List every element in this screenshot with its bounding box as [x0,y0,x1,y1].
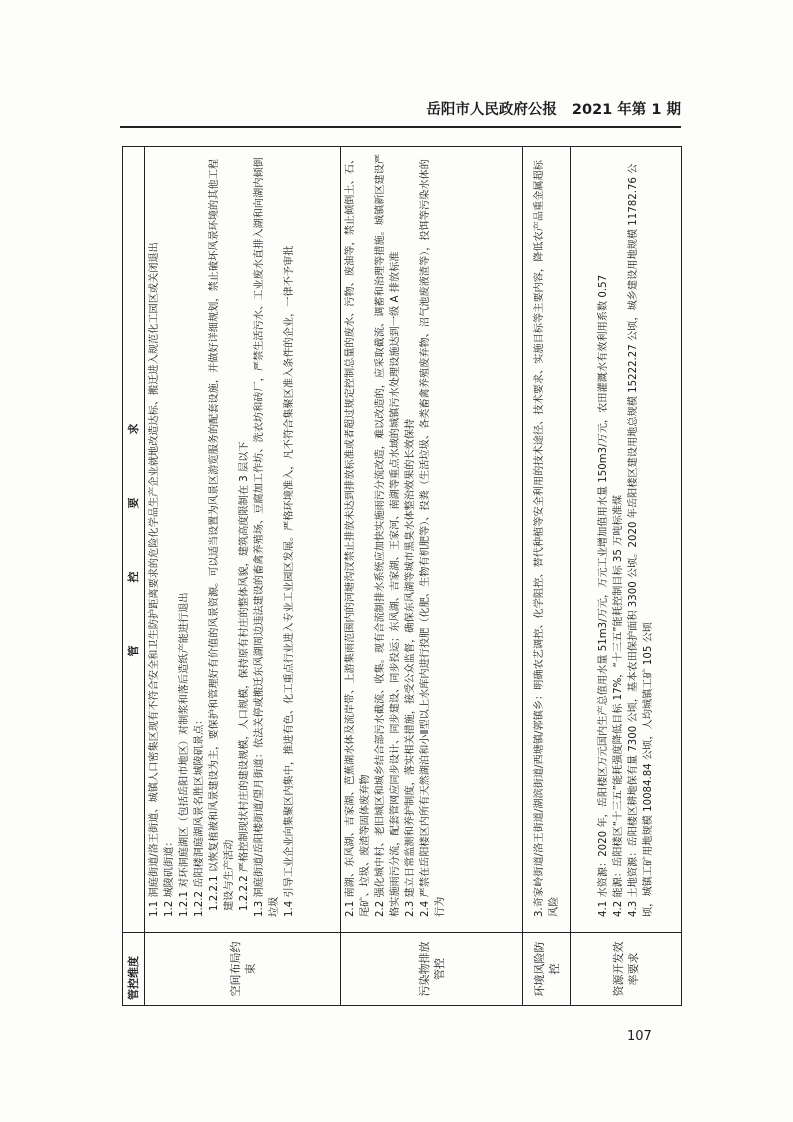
row-requirements [523,147,571,933]
req-line: 1.2.2 岳阳楼洞庭湖风景名胜区城陵矶景点： [194,714,205,917]
row-requirements [145,147,341,933]
req-line: 4.2 能源：岳阳楼区“十三五”能耗强度降低目标 17%，“十三五”能耗控制目标 35 万吨标准煤 [613,494,624,917]
req-line: 1.3 洞庭街道/岳阳楼街道/望月街道：依法关停或搬迁东风湖周边违法建设的畜禽养殖场、豆腐加工作坊、洗衣坊和砖厂，严禁生活污水、工业废水直排入湖和向湖内倾倒垃圾 [254,157,280,917]
row-requirements [341,147,523,933]
req-line: 1.2.2.1 以恢复植被和风景建设为主，要保护和管理好有价值的风景资源。可以适当设置为风景区游览服务的配套设施，并做好详细规划，禁止破坏风景环境的其他工程建设与生产活动 [209,159,235,911]
row-dimension: 资源开发效率要求 [571,933,682,1006]
row-dimension: 空间布局约束 [145,933,341,1006]
rotated-table-container [122,146,682,1006]
req-line: 2.1 南湖、东风湖、吉家湖、芭蕉湖水体及流岸带、上游集雨范围内的河塘沟汊禁止排放未达到排放标准或者超过规定控制总量的废水、污物、废油等，禁止倾倒土、石、尾矿、垃圾、废渣等固体废弃物 [345,153,371,917]
row-dimension: 环境风险防控 [523,933,571,1006]
req-line: 1.1 洞庭街道/洛王街道、城镇人口密集区现有不符合安全和卫生防护距离要求的危险化学品生产企业就地改造达标、搬迁进入规范化工园区或关闭退出 [149,242,160,917]
req-line: 1.2 城陵矶街道： [164,836,175,917]
page-header [120,98,681,128]
req-line: 4.3 土地资源：岳阳楼区耕地保有量 7300 公顷，基本农田保护面积 3300 公顷。2020 年岳阳楼区建设用地总规模 15222.27 公顷，城乡建设用地规模 11782.76 公顷，城镇工矿用地规模 10084.84 公顷，人均城镇工矿 105 公顷 [628,163,654,917]
page-number: 107 [627,1029,652,1044]
req-line: 3.奇家岭街道/洛王街道/湖滨街道/西塘镇/郭镇乡：明确农艺调控、化学阻控、替代种植等安全利用的技术途径、技术要求、实施目标等主要内容，降低农产品重金属超标风险 [533,160,560,917]
issue-label: 2021 年第 1 期 [571,102,681,118]
req-line: 1.2.2.2 严格控制现状村庄的建设规模，人口规模，保持原有村庄的整体风貌，建筑高度限制在 3 层以下 [239,441,250,911]
req-line: 2.4 严禁在岳阳楼区内所有天然湖泊和小Ⅱ型以上水库内进行投肥（化肥、生物有机肥等）、投粪（生活垃圾、各类畜禽养殖废弃物、沼气池废液渣等），投饵等污染水体的行为 [420,159,446,917]
req-line: 2.2 强化城中村、老旧城区和城乡结合部污水截流、收集。现有合流制排水系统应加快实施雨污分流改造，难以改造的，应采取截流、调蓄和治理等措施。城镇新区建设严格实施雨污分流，配套管网应同步设计、同步建设、同步投运；东风湖、吉家湖、王家河、南湖等重点水域的城镇污水处理设施达到一级 A 排放标准 [375,153,401,917]
control-requirements-table [122,146,682,1006]
rotated-table [122,146,682,1006]
table-header-row [123,147,145,1006]
table-row [523,147,571,1006]
req-line: 1.2.1 对环洞庭湖区（包括岳阳市地区）对制浆和落后造纸产能进行退出 [179,592,190,917]
table-row [145,147,341,1006]
table-row [341,147,523,1006]
req-line: 1.4 引导工业企业向集聚区内集中，推进有色、化工重点行业进入专业工业园区发展。严格环境准入，凡不符合集聚区准入条件的企业，一律不予审批 [284,245,295,917]
table-row [571,147,682,1006]
publication-title: 岳阳市人民政府公报 [426,102,557,118]
req-line: 2.3 建立日常监测和养护制度，落实相关措施，接受公众监督，确保东风湖等城市黑臭水体整治效果的长效保持 [405,418,416,917]
req-line: 4.1 水资源：2020 年，岳阳楼区万元国内生产总值用水量 51m3/万元，万元工业增加值用水量 150m3/万元，农田灌溉水有效利用系数 0.57 [598,274,609,917]
header-dimension: 管控维度 [123,933,145,1006]
header-requirements: 管 控 要 求 [123,147,145,933]
row-requirements [571,147,682,933]
row-dimension: 污染物排放管控 [341,933,523,1006]
